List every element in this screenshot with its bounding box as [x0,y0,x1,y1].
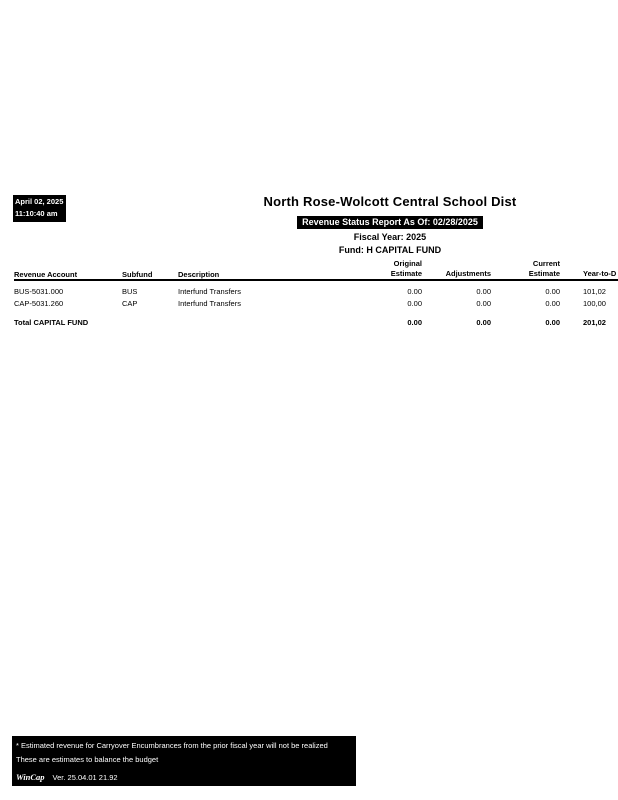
fiscal-year-line: Fiscal Year: 2025 [353,232,427,242]
row-subfund: CAP [122,299,138,308]
fund-line [164,245,616,255]
col-header-current-line2: Estimate [528,269,560,278]
row-current-estimate: 0.00 [545,287,560,296]
row-original-estimate: 0.00 [407,287,422,296]
total-label: Total CAPITAL FUND [14,318,89,327]
footer-note-line2: These are estimates to balance the budget [16,755,159,764]
total-original-estimate: 0.00 [407,318,422,327]
row-adjustments: 0.00 [476,287,491,296]
wincap-version-line [16,770,352,785]
total-adjustments: 0.00 [476,318,491,327]
row-year-to-date: 100,00 [583,299,606,308]
row-year-to-date: 101,02 [583,287,606,296]
col-header-description: Description [178,270,220,279]
report-band: Revenue Status Report As Of: 02/28/2025 [297,216,483,229]
row-adjustments: 0.00 [476,299,491,308]
wincap-logo-text: WinCap [16,772,45,782]
col-header-subfund: Subfund [122,270,153,279]
print-datestamp [13,195,66,222]
footer-note-box [12,736,356,786]
wincap-version: Ver. 25.04.01 21.92 [52,773,118,782]
row-subfund: BUS [122,287,138,296]
total-year-to-date: 201,02 [583,318,606,327]
col-header-revenue-account: Revenue Account [14,270,78,279]
col-header-original-line1: Original [393,259,422,268]
footer-note-line1: * Estimated revenue for Carryover Encumbrances from the prior fiscal year will not be realized [16,741,328,750]
col-header-adjustments: Adjustments [445,269,491,278]
row-description: Interfund Transfers [178,287,241,296]
fund-label: Fund: [338,245,364,255]
row-account: CAP-5031.260 [14,299,64,308]
col-header-current-line1: Current [532,259,560,268]
print-time: 11:10:40 am [15,209,58,218]
fund-value: H CAPITAL FUND [366,245,442,255]
print-date: April 02, 2025 [15,197,64,206]
table-header-rule [14,279,618,281]
row-current-estimate: 0.00 [545,299,560,308]
report-band-wrap [164,212,616,230]
row-original-estimate: 0.00 [407,299,422,308]
district-title: North Rose-Wolcott Central School Dist [263,194,517,209]
row-description: Interfund Transfers [178,299,241,308]
col-header-year-to-date: Year-to-D [583,269,617,278]
row-account: BUS-5031.000 [14,287,64,296]
col-header-original-line2: Estimate [390,269,422,278]
report-header [164,194,616,255]
total-current-estimate: 0.00 [545,318,560,327]
